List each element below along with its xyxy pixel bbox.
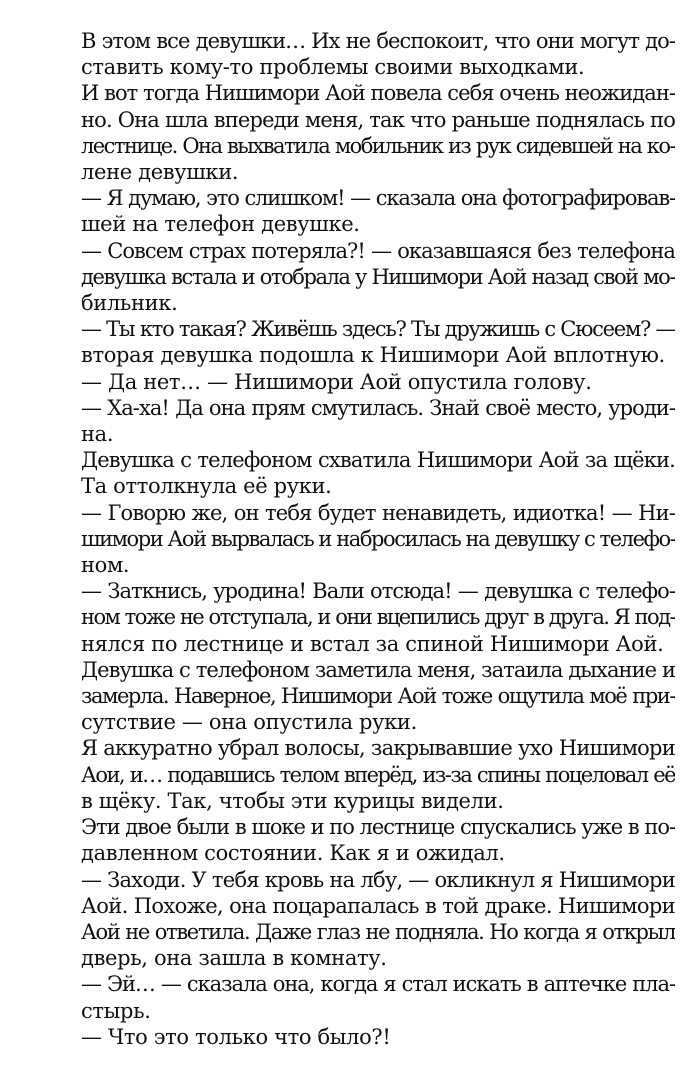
text-line: замерла. Наверное, Нишимори Аой тоже ощутила моё при- xyxy=(81,684,675,709)
paragraph xyxy=(55,238,675,317)
text-line: — Ха-ха! Да она прям смутилась. Знай своё место, уроди- xyxy=(81,395,675,420)
book-page xyxy=(55,28,675,1058)
text-line: лене девушки. xyxy=(81,160,239,185)
text-line: — Да нет… — Нишимори Аой опустила голову. xyxy=(81,369,592,394)
text-line: девушка встала и отобрала у Нишимори Аой назад свой мо- xyxy=(81,264,675,289)
text-line: Аои, и… подавшись телом вперёд, из-за спины поцеловал её xyxy=(81,762,675,787)
paragraph xyxy=(55,395,675,447)
text-line: Девушка с телефоном схватила Нишимори Аой за щёки. xyxy=(81,448,675,473)
text-line: бильник. xyxy=(81,291,178,316)
text-line: нялся по лестнице и встал за спиной Нишимори Аой. xyxy=(81,631,664,656)
paragraph xyxy=(55,316,675,368)
text-line: Та оттолкнула её руки. xyxy=(81,474,332,499)
paragraph xyxy=(55,735,675,814)
text-line: шимори Аой вырвалась и набросилась на девушку с телефо- xyxy=(81,526,675,551)
text-line: В этом все девушки… Их не беспокоит, что они могут до- xyxy=(81,29,675,53)
text-line: — Что это только что было?! xyxy=(81,1024,391,1049)
text-line: — Совсем страх потеряла?! — оказавшаяся без телефона xyxy=(81,238,675,263)
text-line: ставить кому-то проблемы своими выходками. xyxy=(81,55,585,80)
text-line: Аой не ответила. Даже глаз не подняла. Но когда я открыл xyxy=(81,919,675,944)
text-line: шей на телефон девушке. xyxy=(81,212,360,237)
text-line: лестнице. Она выхватила мобильник из рук сидевшей на ко- xyxy=(81,133,675,158)
paragraph xyxy=(55,578,675,657)
text-line: Девушка с телефоном заметила меня, затаила дыхание и xyxy=(81,657,675,682)
text-line: давленном состоянии. Как я и ожидал. xyxy=(81,841,505,866)
text-line: Я аккуратно убрал волосы, закрывавшие ухо Нишимори xyxy=(81,736,675,761)
paragraph xyxy=(55,657,675,736)
text-line: сутствие — она опустила руки. xyxy=(81,710,417,735)
text-line: — Эй… — сказала она, когда я стал искать в аптечке пла- xyxy=(81,972,675,997)
paragraph xyxy=(55,185,675,237)
text-line: в щёку. Так, чтобы эти курицы видели. xyxy=(81,788,504,813)
text-line: И вот тогда Нишимори Аой повела себя очень неожидан- xyxy=(81,81,675,106)
text-line: — Заходи. У тебя кровь на лбу, — окликнул я Нишимори xyxy=(81,867,675,892)
text-line: — Я думаю, это слишком! — сказала она фотографировав- xyxy=(81,186,675,211)
text-line: Аой. Похоже, она поцарапалась в той драке. Нишимори xyxy=(81,893,675,918)
paragraph xyxy=(55,28,675,80)
paragraph xyxy=(55,867,675,972)
paragraph xyxy=(55,971,675,1023)
text-line: дверь, она зашла в комнату. xyxy=(81,946,387,971)
text-line: на. xyxy=(81,422,114,447)
paragraph xyxy=(55,80,675,185)
text-line: ном. xyxy=(81,553,130,578)
text-line: ном тоже не отступала, и они вцепились друг в друга. Я под- xyxy=(81,605,675,630)
text-line: — Ты кто такая? Живёшь здесь? Ты дружишь с Сюсеем? — xyxy=(81,317,675,342)
paragraph xyxy=(55,814,675,866)
text-line: Эти двое были в шоке и по лестнице спускались уже в по- xyxy=(81,815,675,840)
text-line: стырь. xyxy=(81,998,151,1023)
text-line: — Говорю же, он тебя будет ненавидеть, идиотка! — Ни- xyxy=(81,500,675,525)
text-line: но. Она шла впереди меня, так что раньше поднялась по xyxy=(81,107,675,132)
text-line: — Заткнись, уродина! Вали отсюда! — девушка с телефо- xyxy=(81,579,675,604)
paragraph xyxy=(55,369,675,395)
paragraph xyxy=(55,1024,675,1050)
paragraph xyxy=(55,447,675,499)
text-line: вторая девушка подошла к Нишимори Аой вплотную. xyxy=(81,343,665,368)
paragraph xyxy=(55,500,675,579)
